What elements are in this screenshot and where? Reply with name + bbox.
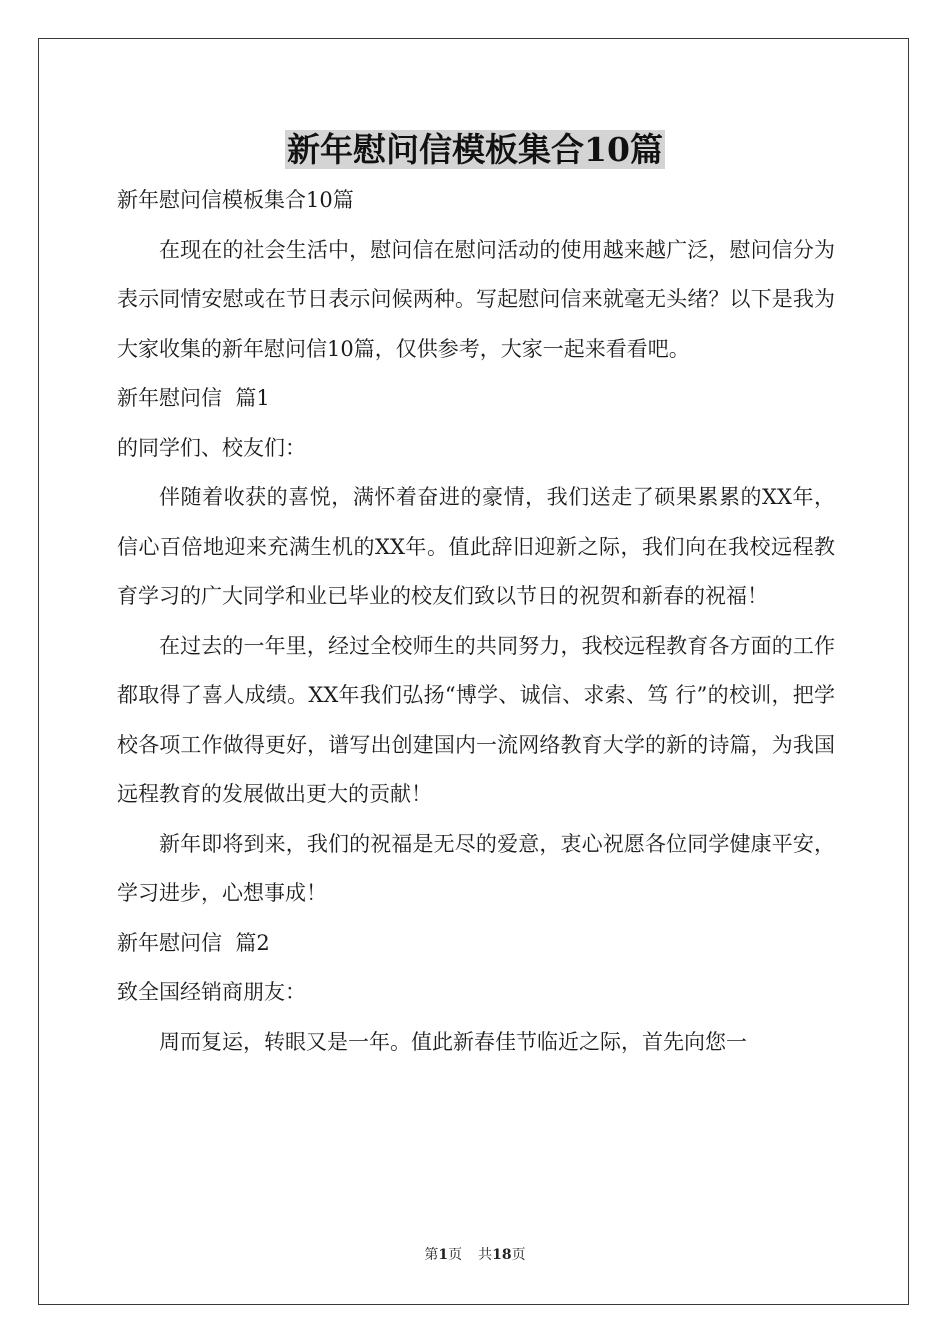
section-heading: 新年慰问信 篇2 (117, 930, 270, 955)
paragraph: 在过去的一年里，经过全校师生的共同努力，我校远程教育各方面的工作都取得了喜人成绩。XX年我们弘扬“博学、诚信、求索、笃 行”的校训，把学校各项工作做得更好，谱写出创建国内一流网络教育大学的新的诗篇，为我国远程教育的发展做出更大的贡献！ (117, 633, 835, 806)
footer-page-prefix: 第 (424, 1247, 439, 1263)
paragraph: 在现在的社会生活中，慰问信在慰问活动的使用越来越广泛，慰问信分为表示同情安慰或在节日表示问候两种。写起慰问信来就毫无头绪？以下是我为大家收集的新年慰问信10篇，仅供参考，大家一起来看看吧。 (117, 237, 835, 361)
footer-total-pages: 18 (492, 1247, 512, 1263)
footer-page-number: 1 (438, 1247, 449, 1263)
document-body (117, 176, 835, 1067)
salutation: 的同学们、校友们： (117, 435, 306, 460)
footer-page-suffix: 页 (448, 1247, 463, 1263)
salutation: 致全国经销商朋友： (117, 980, 306, 1004)
document-title-text: 新年慰问信模板集合10篇 (287, 130, 663, 169)
paragraph: 伴随着收获的喜悦，满怀着奋进的豪情，我们送走了硕果累累的XX年，信心百倍地迎来充满生机的XX年。值此辞旧迎新之际，我们向在我校远程教育学习的广大同学和业已毕业的校友们致以节日的祝贺和新春的祝福！ (117, 485, 835, 608)
paragraph: 新年慰问信模板集合10篇 (117, 188, 354, 212)
page-footer (0, 1244, 950, 1264)
document-title (0, 128, 950, 172)
footer-total-suffix: 页 (511, 1247, 526, 1263)
section-heading: 新年慰问信 篇1 (117, 386, 270, 410)
footer-total-prefix: 共 (478, 1247, 493, 1263)
paragraph: 周而复运，转眼又是一年。值此新春佳节临近之际，首先向您一 (159, 1029, 747, 1054)
paragraph: 新年即将到来，我们的祝福是无尽的爱意，衷心祝愿各位同学健康平安，学习进步，心想事成！ (117, 831, 835, 905)
